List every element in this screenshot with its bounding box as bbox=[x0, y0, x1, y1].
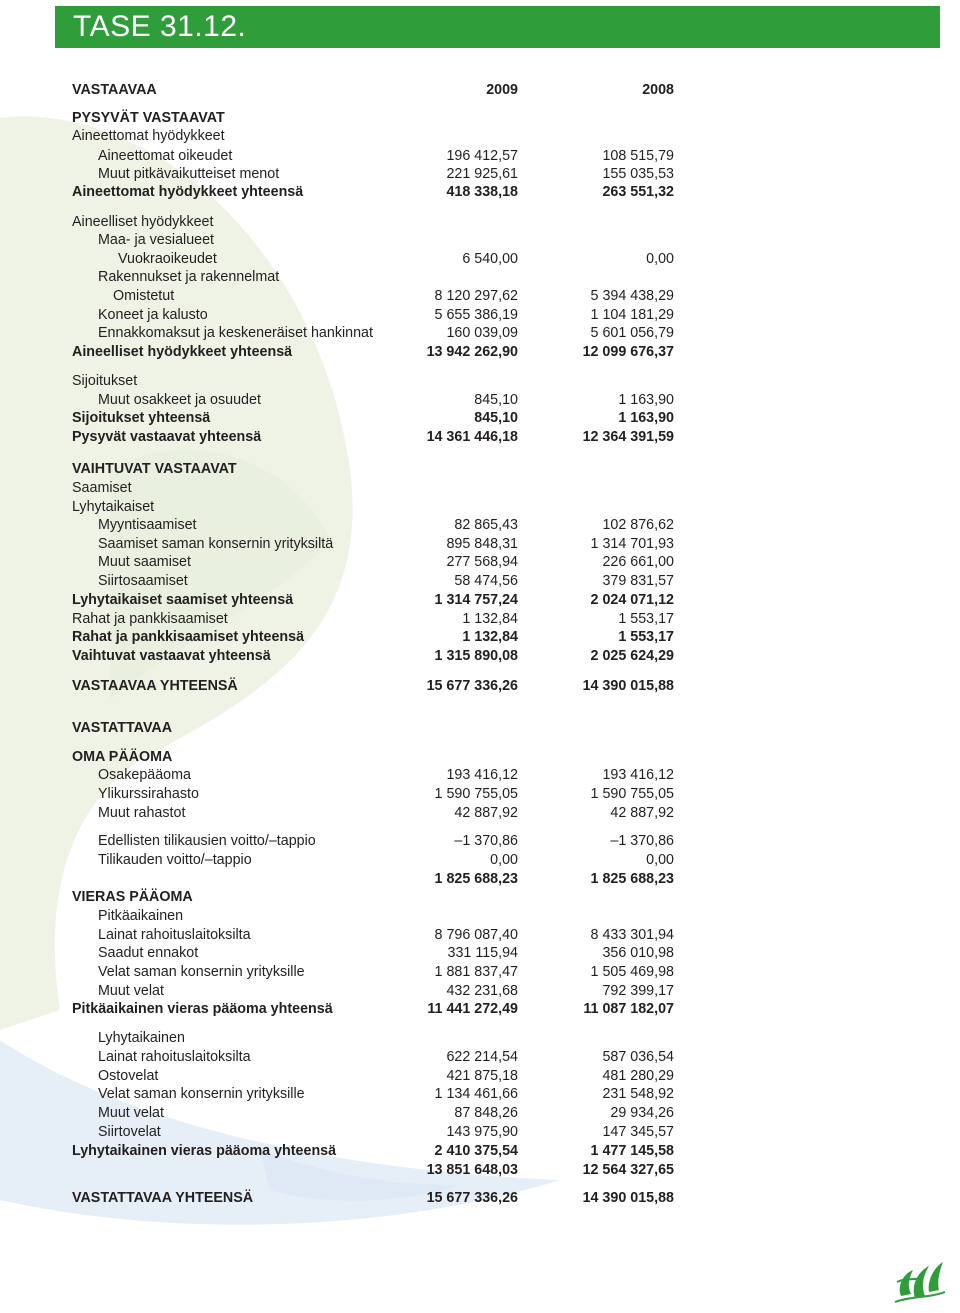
table-row bbox=[0, 870, 960, 889]
row-label: Rahat ja pankkisaamiset yhteensä bbox=[72, 629, 305, 645]
value-2008: 42 887,92 bbox=[610, 805, 674, 821]
value-2008: 481 280,29 bbox=[602, 1068, 674, 1084]
row-label: VIERAS PÄÄOMA bbox=[72, 889, 193, 905]
row-label: Muut velat bbox=[98, 983, 164, 999]
table-row bbox=[0, 409, 960, 428]
value-2008: 11 087 182,07 bbox=[583, 1001, 674, 1017]
row-label: Lainat rahoituslaitoksilta bbox=[98, 927, 251, 943]
row-label: Vuokraoikeudet bbox=[118, 251, 217, 267]
table-row bbox=[0, 1142, 960, 1161]
value-2009: 1 134 461,66 bbox=[434, 1086, 518, 1102]
page-title: TASE 31.12. bbox=[73, 10, 247, 43]
value-2008: 108 515,79 bbox=[602, 148, 674, 164]
value-2009: 42 887,92 bbox=[454, 805, 518, 821]
value-2008: 226 661,00 bbox=[602, 554, 674, 570]
value-2009: 432 231,68 bbox=[446, 983, 518, 999]
table-row bbox=[0, 610, 960, 629]
table-row bbox=[0, 926, 960, 945]
row-label: Pitkäaikainen vieras pääoma yhteensä bbox=[72, 1001, 333, 1017]
table-row bbox=[0, 982, 960, 1001]
value-2008: 1 104 181,29 bbox=[590, 307, 674, 323]
value-2008: 1 314 701,93 bbox=[590, 536, 674, 552]
value-2008: 2 024 071,12 bbox=[590, 592, 674, 608]
value-2009: 13 942 262,90 bbox=[426, 344, 518, 360]
row-label: Aineettomat oikeudet bbox=[98, 148, 233, 164]
row-label: Tilikauden voitto/–tappio bbox=[98, 852, 252, 868]
table-row bbox=[0, 804, 960, 823]
leaf-swirl-logo-icon bbox=[893, 1252, 947, 1304]
value-2009: 143 975,90 bbox=[446, 1124, 518, 1140]
table-row bbox=[0, 372, 960, 391]
value-2008: 29 934,26 bbox=[610, 1105, 674, 1121]
table-row bbox=[0, 498, 960, 517]
value-2008: 1 553,17 bbox=[618, 629, 674, 645]
row-label: Sijoitukset yhteensä bbox=[72, 410, 211, 426]
table-row bbox=[0, 231, 960, 250]
value-2008: 379 831,57 bbox=[602, 573, 674, 589]
value-2008: 263 551,32 bbox=[602, 184, 674, 200]
value-2008: –1 370,86 bbox=[610, 833, 674, 849]
value-2008: 5 601 056,79 bbox=[590, 325, 674, 341]
table-row bbox=[0, 1067, 960, 1086]
table-row bbox=[0, 287, 960, 306]
value-2009: 58 474,56 bbox=[454, 573, 518, 589]
table-row bbox=[0, 766, 960, 785]
table-row bbox=[0, 1189, 960, 1208]
value-2008: 1 477 145,58 bbox=[590, 1143, 674, 1159]
table-row bbox=[0, 460, 960, 479]
table-row bbox=[0, 343, 960, 362]
row-label: PYSYVÄT VASTAAVAT bbox=[72, 110, 225, 126]
value-2008: 792 399,17 bbox=[602, 983, 674, 999]
table-row bbox=[0, 1085, 960, 1104]
row-label: VASTAAVAA YHTEENSÄ bbox=[72, 678, 238, 694]
row-label: Lyhytaikaiset bbox=[72, 499, 155, 515]
table-row bbox=[0, 535, 960, 554]
row-label: Lyhytaikainen bbox=[98, 1030, 185, 1046]
table-row bbox=[0, 553, 960, 572]
value-2008: 14 390 015,88 bbox=[582, 1190, 674, 1206]
table-row bbox=[0, 147, 960, 166]
row-label: Aineelliset hyödykkeet yhteensä bbox=[72, 344, 293, 360]
value-2008: 193 416,12 bbox=[602, 767, 674, 783]
table-row bbox=[0, 851, 960, 870]
row-label: VASTAAVAA bbox=[72, 82, 157, 98]
value-2008: 8 433 301,94 bbox=[590, 927, 674, 943]
value-2008: 231 548,92 bbox=[602, 1086, 674, 1102]
table-row bbox=[0, 1000, 960, 1019]
table-row bbox=[0, 572, 960, 591]
value-2008: 1 505 469,98 bbox=[590, 964, 674, 980]
value-2009: 1 132,84 bbox=[462, 629, 518, 645]
value-2009: 193 416,12 bbox=[446, 767, 518, 783]
table-row bbox=[0, 1029, 960, 1048]
value-2009: 1 881 837,47 bbox=[434, 964, 518, 980]
row-label: Lainat rahoituslaitoksilta bbox=[98, 1049, 251, 1065]
table-row bbox=[0, 719, 960, 738]
row-label: Lyhytaikaiset saamiset yhteensä bbox=[72, 592, 294, 608]
value-2009: 1 315 890,08 bbox=[434, 648, 518, 664]
table-row bbox=[0, 250, 960, 269]
value-2009: 1 314 757,24 bbox=[434, 592, 518, 608]
row-label: Muut pitkävaikutteiset menot bbox=[98, 166, 280, 182]
row-label: Maa- ja vesialueet bbox=[98, 232, 215, 248]
value-2008: 587 036,54 bbox=[602, 1049, 674, 1065]
table-row bbox=[0, 963, 960, 982]
row-label: Rakennukset ja rakennelmat bbox=[98, 269, 280, 285]
value-2009: –1 370,86 bbox=[454, 833, 518, 849]
row-label: Velat saman konsernin yrityksille bbox=[98, 964, 305, 980]
value-2009: 221 925,61 bbox=[446, 166, 518, 182]
table-row bbox=[0, 479, 960, 498]
value-2009: 82 865,43 bbox=[454, 517, 518, 533]
value-2008: 12 099 676,37 bbox=[582, 344, 674, 360]
row-label: Saamiset saman konsernin yrityksiltä bbox=[98, 536, 334, 552]
table-row bbox=[0, 213, 960, 232]
row-label: Saadut ennakot bbox=[98, 945, 199, 961]
table-row bbox=[0, 628, 960, 647]
table-row bbox=[0, 591, 960, 610]
table-row bbox=[0, 268, 960, 287]
table-row bbox=[0, 748, 960, 767]
value-2009: 11 441 272,49 bbox=[427, 1001, 518, 1017]
value-2008: 356 010,98 bbox=[602, 945, 674, 961]
table-row bbox=[0, 888, 960, 907]
value-2009: 1 132,84 bbox=[462, 611, 518, 627]
table-row bbox=[0, 516, 960, 535]
row-label: Pysyvät vastaavat yhteensä bbox=[72, 429, 262, 445]
value-2008: 14 390 015,88 bbox=[582, 678, 674, 694]
row-label: Osakepääoma bbox=[98, 767, 191, 783]
value-2008: 1 825 688,23 bbox=[590, 871, 674, 887]
value-2009: 845,10 bbox=[474, 392, 518, 408]
value-2009: 196 412,57 bbox=[446, 148, 518, 164]
value-2009: 15 677 336,26 bbox=[426, 1190, 518, 1206]
table-row bbox=[0, 832, 960, 851]
value-2009: 8 120 297,62 bbox=[434, 288, 518, 304]
table-row bbox=[0, 165, 960, 184]
row-label: Ennakkomaksut ja keskeneräiset hankinnat bbox=[98, 325, 373, 341]
value-2008: 1 590 755,05 bbox=[590, 786, 674, 802]
row-label: Muut saamiset bbox=[98, 554, 191, 570]
row-label: Ylikurssirahasto bbox=[98, 786, 199, 802]
value-2009: 1 825 688,23 bbox=[434, 871, 518, 887]
value-2009: 13 851 648,03 bbox=[426, 1162, 518, 1178]
row-label: Rahat ja pankkisaamiset bbox=[72, 611, 228, 627]
row-label: Siirtovelat bbox=[98, 1124, 161, 1140]
table-row bbox=[0, 1048, 960, 1067]
row-label: Aineettomat hyödykkeet yhteensä bbox=[72, 184, 304, 200]
row-label: Velat saman konsernin yrityksille bbox=[98, 1086, 305, 1102]
table-row bbox=[0, 81, 960, 100]
row-label: Omistetut bbox=[113, 288, 175, 304]
table-row bbox=[0, 391, 960, 410]
row-label: Ostovelat bbox=[98, 1068, 159, 1084]
value-2009: 895 848,31 bbox=[446, 536, 518, 552]
value-2008: 2008 bbox=[642, 82, 674, 98]
value-2009: 622 214,54 bbox=[446, 1049, 518, 1065]
table-row bbox=[0, 127, 960, 146]
value-2008: 102 876,62 bbox=[602, 517, 674, 533]
value-2009: 277 568,94 bbox=[446, 554, 518, 570]
table-row bbox=[0, 907, 960, 926]
value-2009: 87 848,26 bbox=[454, 1105, 518, 1121]
value-2009: 1 590 755,05 bbox=[434, 786, 518, 802]
table-row bbox=[0, 1161, 960, 1180]
value-2008: 0,00 bbox=[646, 852, 674, 868]
row-label: Edellisten tilikausien voitto/–tappio bbox=[98, 833, 316, 849]
value-2008: 5 394 438,29 bbox=[590, 288, 674, 304]
value-2009: 0,00 bbox=[490, 852, 518, 868]
table-row bbox=[0, 944, 960, 963]
row-label: Saamiset bbox=[72, 480, 132, 496]
row-label: Aineettomat hyödykkeet bbox=[72, 128, 225, 144]
value-2008: 0,00 bbox=[646, 251, 674, 267]
row-label: Muut osakkeet ja osuudet bbox=[98, 392, 261, 408]
row-label: OMA PÄÄOMA bbox=[72, 749, 173, 765]
value-2008: 1 163,90 bbox=[618, 392, 674, 408]
value-2009: 6 540,00 bbox=[462, 251, 518, 267]
row-label: Lyhytaikainen vieras pääoma yhteensä bbox=[72, 1143, 337, 1159]
row-label: Aineelliset hyödykkeet bbox=[72, 214, 214, 230]
row-label: VASTATTAVAA YHTEENSÄ bbox=[72, 1190, 254, 1206]
table-row bbox=[0, 428, 960, 447]
table-row bbox=[0, 306, 960, 325]
table-row bbox=[0, 785, 960, 804]
table-row bbox=[0, 109, 960, 128]
table-row bbox=[0, 677, 960, 696]
value-2009: 160 039,09 bbox=[446, 325, 518, 341]
row-label: Koneet ja kalusto bbox=[98, 307, 208, 323]
value-2009: 5 655 386,19 bbox=[434, 307, 518, 323]
value-2009: 845,10 bbox=[474, 410, 518, 426]
value-2008: 2 025 624,29 bbox=[590, 648, 674, 664]
row-label: Sijoitukset bbox=[72, 373, 138, 389]
row-label: Vaihtuvat vastaavat yhteensä bbox=[72, 648, 271, 664]
value-2008: 12 364 391,59 bbox=[582, 429, 674, 445]
table-row bbox=[0, 183, 960, 202]
row-label: Pitkäaikainen bbox=[98, 908, 184, 924]
value-2008: 12 564 327,65 bbox=[582, 1162, 674, 1178]
value-2009: 8 796 087,40 bbox=[434, 927, 518, 943]
table-row bbox=[0, 1123, 960, 1142]
value-2009: 418 338,18 bbox=[446, 184, 518, 200]
table-row bbox=[0, 1104, 960, 1123]
value-2009: 14 361 446,18 bbox=[426, 429, 518, 445]
row-label: Siirtosaamiset bbox=[98, 573, 188, 589]
value-2008: 1 553,17 bbox=[618, 611, 674, 627]
row-label: Myyntisaamiset bbox=[98, 517, 197, 533]
value-2009: 15 677 336,26 bbox=[426, 678, 518, 694]
value-2009: 331 115,94 bbox=[447, 945, 518, 961]
value-2008: 155 035,53 bbox=[602, 166, 674, 182]
table-row bbox=[0, 647, 960, 666]
row-label: VASTATTAVAA bbox=[72, 720, 173, 736]
row-label: Muut rahastot bbox=[98, 805, 186, 821]
row-label: Muut velat bbox=[98, 1105, 164, 1121]
value-2009: 2 410 375,54 bbox=[434, 1143, 518, 1159]
table-row bbox=[0, 324, 960, 343]
value-2008: 1 163,90 bbox=[618, 410, 674, 426]
value-2009: 2009 bbox=[486, 82, 518, 98]
value-2009: 421 875,18 bbox=[446, 1068, 518, 1084]
row-label: VAIHTUVAT VASTAAVAT bbox=[72, 461, 237, 477]
value-2008: 147 345,57 bbox=[602, 1124, 674, 1140]
